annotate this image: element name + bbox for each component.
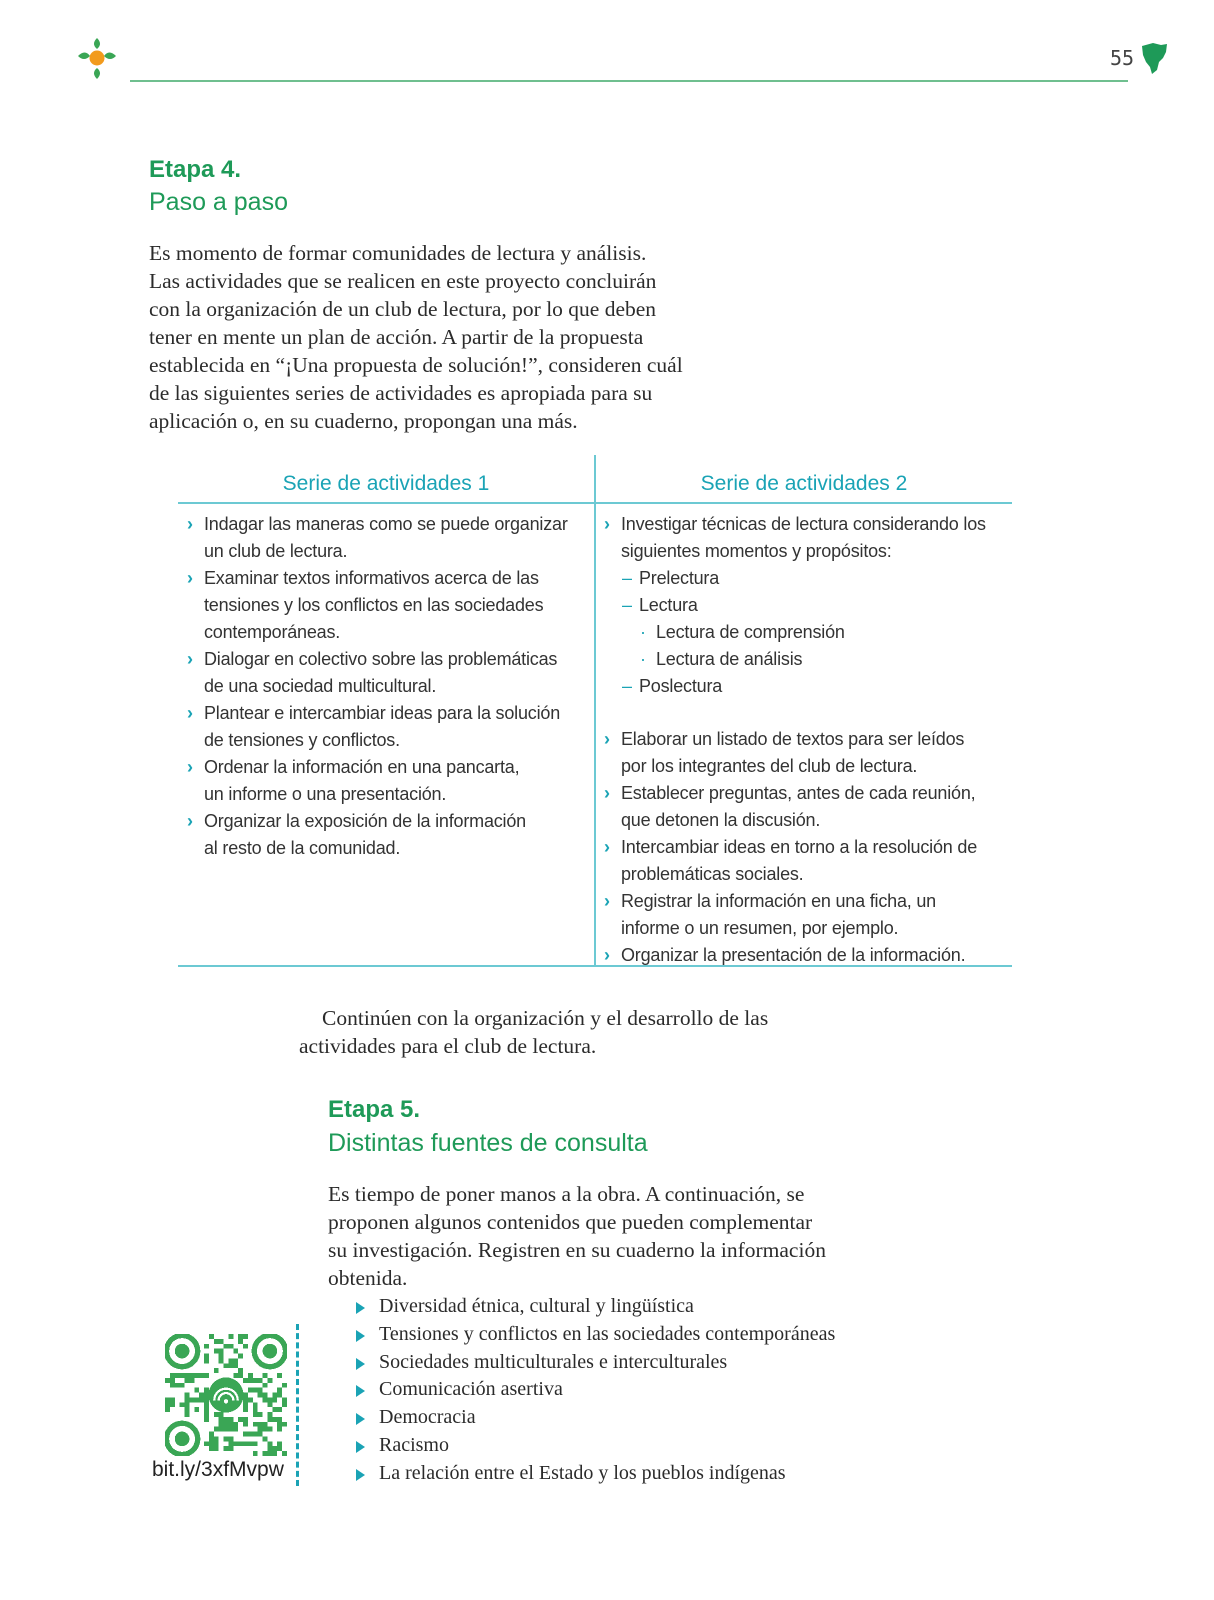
list-item bbox=[596, 565, 1012, 592]
topic-label: La relación entre el Estado y los pueblos indígenas bbox=[379, 1461, 786, 1484]
list-item bbox=[179, 808, 589, 862]
list-item bbox=[596, 646, 1012, 673]
topic-label: Racismo bbox=[379, 1433, 449, 1456]
stage4-title: Etapa 4. bbox=[149, 156, 242, 183]
list-item-text: Poslectura bbox=[639, 676, 723, 696]
topic-label: Democracia bbox=[379, 1406, 476, 1429]
list-item bbox=[596, 619, 1012, 646]
topic-item bbox=[352, 1404, 835, 1432]
table-heading-series-2: Serie de actividades 2 bbox=[700, 472, 908, 495]
chevron-right-icon: › bbox=[604, 891, 610, 911]
chevron-right-icon: › bbox=[187, 811, 193, 831]
logo-flower-icon bbox=[70, 34, 126, 84]
list-item bbox=[596, 700, 1012, 726]
stage5-subtitle: Distintas fuentes de consulta bbox=[328, 1129, 648, 1157]
series-2-list bbox=[596, 511, 1012, 969]
chevron-right-icon: › bbox=[187, 757, 193, 777]
triangle-bullet-icon bbox=[356, 1302, 365, 1314]
topic-label: Tensiones y conflictos en las sociedades contemporáneas bbox=[379, 1322, 836, 1345]
list-item-text: Lectura de comprensión bbox=[656, 622, 845, 642]
list-item bbox=[596, 592, 1012, 619]
paragraph-line: de las siguientes series de actividades es apropiada para su bbox=[149, 381, 653, 405]
triangle-bullet-icon bbox=[356, 1358, 365, 1370]
paragraph-line: Continúen con la organización y el desarrollo de las bbox=[322, 1006, 769, 1030]
chevron-right-icon: › bbox=[187, 649, 193, 669]
list-item bbox=[596, 780, 1012, 834]
chevron-right-icon: › bbox=[604, 837, 610, 857]
list-item bbox=[179, 700, 589, 754]
chevron-right-icon: › bbox=[187, 514, 193, 534]
list-item bbox=[596, 888, 1012, 942]
stage5-paragraph bbox=[328, 1180, 826, 1292]
list-item-text: un club de lectura. bbox=[204, 541, 348, 561]
list-item-text: informe o un resumen, por ejemplo. bbox=[621, 918, 899, 938]
list-item bbox=[596, 511, 1012, 565]
list-item-text: contemporáneas. bbox=[204, 622, 341, 642]
list-item-text: Plantear e intercambiar ideas para la solución bbox=[204, 703, 561, 723]
list-item bbox=[596, 834, 1012, 888]
paragraph-line: establecida en “¡Una propuesta de solución!”, consideren cuál bbox=[149, 353, 683, 377]
list-item-text: un informe o una presentación. bbox=[204, 784, 447, 804]
list-item bbox=[596, 726, 1012, 780]
list-item bbox=[179, 646, 589, 700]
list-item-text: por los integrantes del club de lectura. bbox=[621, 756, 918, 776]
triangle-bullet-icon bbox=[356, 1441, 365, 1453]
list-item-text: Establecer preguntas, antes de cada reunión, bbox=[621, 783, 976, 803]
list-item-text: Intercambiar ideas en torno a la resolución de bbox=[621, 837, 978, 857]
stage4-subtitle: Paso a paso bbox=[149, 188, 288, 216]
list-item-text: al resto de la comunidad. bbox=[204, 838, 401, 858]
dash-icon: – bbox=[622, 676, 632, 696]
chevron-right-icon: › bbox=[604, 783, 610, 803]
topic-label: Comunicación asertiva bbox=[379, 1378, 563, 1401]
list-item bbox=[596, 942, 1012, 969]
list-item-text: Dialogar en colectivo sobre las problemáticas bbox=[204, 649, 558, 669]
qr-code-icon[interactable] bbox=[165, 1334, 287, 1456]
triangle-bullet-icon bbox=[356, 1469, 365, 1481]
list-item bbox=[179, 754, 589, 808]
chevron-right-icon: › bbox=[604, 729, 610, 749]
page-number: 55 bbox=[1110, 46, 1135, 70]
list-item-text: de tensiones y conflictos. bbox=[204, 730, 400, 750]
topic-label: Diversidad étnica, cultural y lingüística bbox=[379, 1295, 694, 1317]
qr-link[interactable]: bit.ly/3xfMvpw bbox=[152, 1458, 284, 1481]
list-item bbox=[596, 673, 1012, 700]
topic-item bbox=[352, 1460, 835, 1488]
paragraph-line: su investigación. Registren en su cuaderno la información bbox=[328, 1238, 826, 1262]
list-item-text: Prelectura bbox=[639, 568, 720, 588]
list-item bbox=[179, 565, 589, 646]
dot-icon: · bbox=[640, 622, 646, 642]
list-item-text: Organizar la presentación de la información. bbox=[621, 945, 966, 965]
list-item-text: problemáticas sociales. bbox=[621, 864, 804, 884]
chevron-right-icon: › bbox=[187, 568, 193, 588]
triangle-bullet-icon bbox=[356, 1385, 365, 1397]
chevron-right-icon: › bbox=[604, 514, 610, 534]
list-item-text: siguientes momentos y propósitos: bbox=[621, 541, 892, 561]
topic-item bbox=[352, 1432, 835, 1460]
paragraph-line: Es momento de formar comunidades de lectura y análisis. bbox=[149, 241, 647, 265]
paragraph-line: aplicación o, en su cuaderno, propongan una más. bbox=[149, 409, 578, 433]
series-1-list bbox=[179, 511, 589, 862]
list-item-text: de una sociedad multicultural. bbox=[204, 676, 437, 696]
map-logo-icon bbox=[1139, 40, 1169, 76]
list-item-text: Lectura bbox=[639, 595, 698, 615]
chevron-right-icon: › bbox=[604, 945, 610, 965]
paragraph-line: obtenida. bbox=[328, 1266, 408, 1290]
chevron-right-icon: › bbox=[187, 703, 193, 723]
paragraph-line: tener en mente un plan de acción. A partir de la propuesta bbox=[149, 325, 644, 349]
topic-item bbox=[352, 1321, 835, 1349]
list-item bbox=[179, 511, 589, 565]
list-item-text: Registrar la información en una ficha, un bbox=[621, 891, 936, 911]
list-item-text: Ordenar la información en una pancarta, bbox=[204, 757, 520, 777]
paragraph-line: proponen algunos contenidos que pueden complementar bbox=[328, 1210, 813, 1234]
list-item-text: Investigar técnicas de lectura considerando los bbox=[621, 514, 986, 534]
paragraph-line: actividades para el club de lectura. bbox=[299, 1034, 597, 1058]
list-item-text: Indagar las maneras como se puede organizar bbox=[204, 514, 568, 534]
list-item-text: Lectura de análisis bbox=[656, 649, 803, 669]
list-item-text: que detonen la discusión. bbox=[621, 810, 821, 830]
topic-list bbox=[352, 1293, 835, 1488]
list-item-text: Elaborar un listado de textos para ser leídos bbox=[621, 729, 965, 749]
topic-item bbox=[352, 1293, 835, 1321]
list-item-text: Examinar textos informativos acerca de las bbox=[204, 568, 539, 588]
topic-item bbox=[352, 1376, 835, 1404]
topic-item bbox=[352, 1349, 835, 1377]
dot-icon: · bbox=[640, 649, 646, 669]
table-heading-series-1: Serie de actividades 1 bbox=[282, 472, 490, 495]
stage4-paragraph bbox=[149, 239, 683, 435]
header-rule bbox=[130, 80, 1128, 82]
paragraph-line: Es tiempo de poner manos a la obra. A continuación, se bbox=[328, 1182, 805, 1206]
dash-icon: – bbox=[622, 568, 632, 588]
paragraph-line: Las actividades que se realicen en este proyecto concluirán bbox=[149, 269, 657, 293]
dash-icon: – bbox=[622, 595, 632, 615]
topic-label: Sociedades multiculturales e interculturales bbox=[379, 1350, 728, 1373]
list-item-text: tensiones y los conflictos en las sociedades bbox=[204, 595, 544, 615]
triangle-bullet-icon bbox=[356, 1330, 365, 1342]
qr-divider bbox=[296, 1324, 299, 1486]
list-item-text: Organizar la exposición de la información bbox=[204, 811, 526, 831]
paragraph-line: con la organización de un club de lectura, por lo que deben bbox=[149, 297, 657, 321]
stage5-title: Etapa 5. bbox=[328, 1096, 421, 1123]
triangle-bullet-icon bbox=[356, 1413, 365, 1425]
continue-paragraph bbox=[299, 1004, 768, 1060]
